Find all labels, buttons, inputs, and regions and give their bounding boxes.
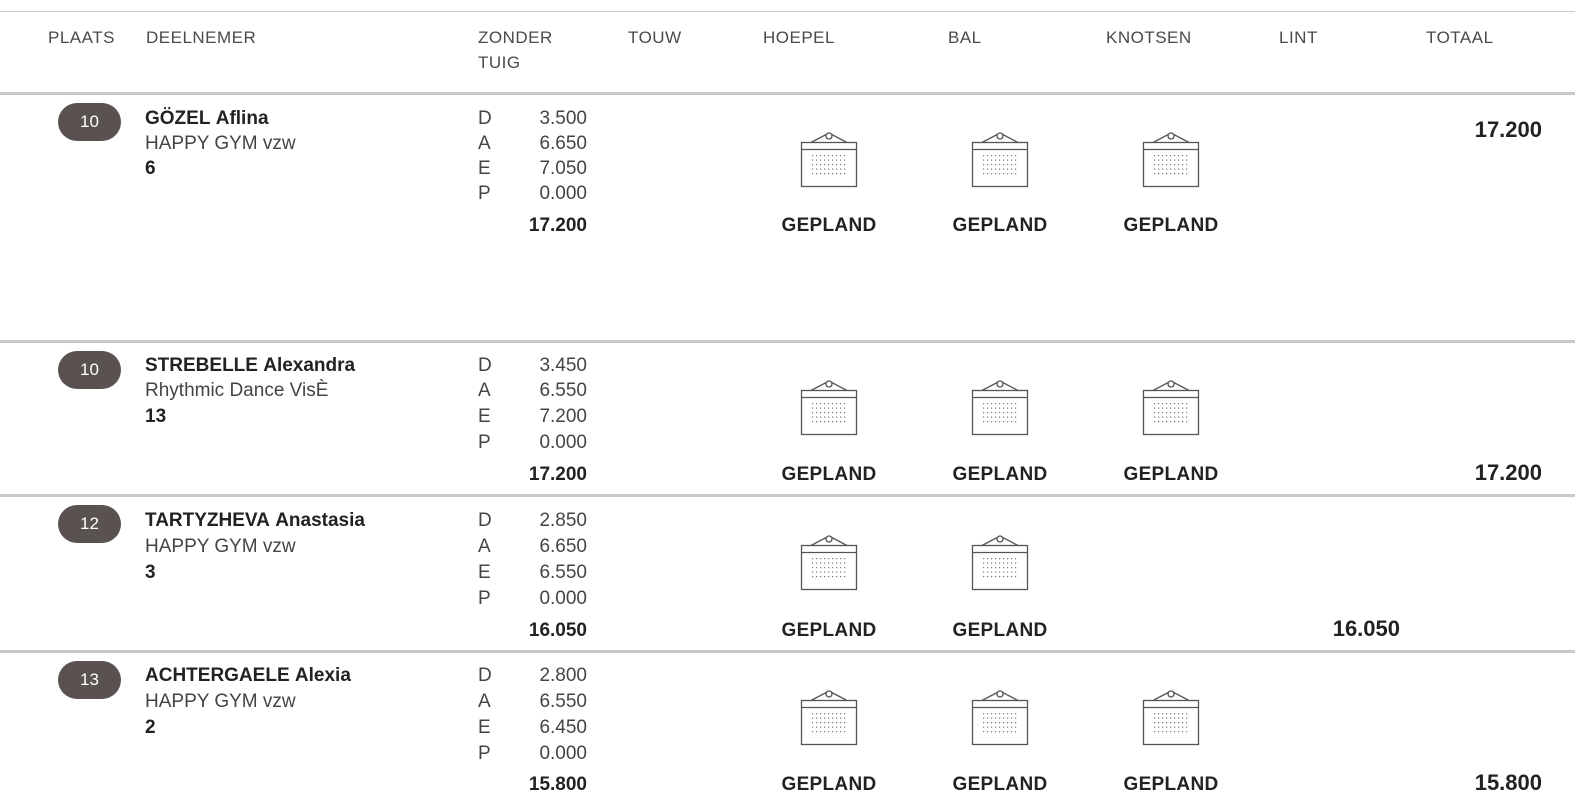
score-value: 0.000 bbox=[539, 743, 587, 764]
score-subtotal: 17.200 bbox=[528, 464, 587, 485]
score-subtotal: 16.050 bbox=[528, 620, 587, 641]
score-value: 3.500 bbox=[539, 108, 587, 129]
participant-first-name: Anastasia bbox=[275, 510, 365, 531]
status-gepland: GEPLAND bbox=[1123, 774, 1219, 795]
calendar-icon bbox=[800, 688, 858, 746]
calendar-icon bbox=[971, 688, 1029, 746]
status-gepland: GEPLAND bbox=[952, 620, 1048, 641]
score-label: P bbox=[478, 743, 491, 764]
participant-name[interactable] bbox=[145, 106, 269, 132]
col-header-zonder-tuig-line2: TUIG bbox=[478, 53, 521, 72]
participant-club: HAPPY GYM vzw bbox=[145, 133, 296, 154]
status-gepland: GEPLAND bbox=[1123, 215, 1219, 236]
col-header-hoepel[interactable]: HOEPEL bbox=[763, 28, 835, 47]
col-header-zonder-tuig[interactable] bbox=[478, 25, 553, 75]
status-gepland: GEPLAND bbox=[781, 464, 877, 485]
status-gepland: GEPLAND bbox=[1123, 464, 1219, 485]
participant-number: 13 bbox=[145, 406, 167, 427]
status-gepland: GEPLAND bbox=[781, 620, 877, 641]
row-divider bbox=[0, 650, 1575, 653]
total-score: 17.200 bbox=[1474, 117, 1542, 142]
score-subtotal: 15.800 bbox=[528, 774, 587, 795]
col-header-bal[interactable]: BAL bbox=[948, 28, 982, 47]
score-label: E bbox=[478, 158, 491, 179]
score-value: 6.650 bbox=[539, 133, 587, 154]
score-label: A bbox=[478, 380, 491, 401]
participant-name[interactable] bbox=[145, 508, 365, 534]
participant-number: 2 bbox=[145, 717, 156, 738]
score-label: A bbox=[478, 536, 491, 557]
participant-number: 3 bbox=[145, 562, 156, 583]
participant-first-name: Alexandra bbox=[263, 355, 356, 376]
score-value: 2.850 bbox=[539, 510, 587, 531]
status-gepland: GEPLAND bbox=[952, 215, 1048, 236]
calendar-icon bbox=[800, 130, 858, 188]
participant-name[interactable] bbox=[145, 663, 351, 689]
score-value: 6.550 bbox=[539, 380, 587, 401]
status-gepland: GEPLAND bbox=[781, 774, 877, 795]
place-badge: 13 bbox=[58, 661, 121, 699]
score-label: P bbox=[478, 588, 491, 609]
calendar-icon bbox=[800, 533, 858, 591]
header-divider bbox=[0, 92, 1575, 95]
participant-last-name: GÖZEL bbox=[145, 108, 211, 129]
score-label: E bbox=[478, 717, 491, 738]
calendar-icon bbox=[971, 533, 1029, 591]
status-gepland: GEPLAND bbox=[952, 774, 1048, 795]
total-score: 17.200 bbox=[1474, 460, 1542, 485]
participant-name[interactable] bbox=[145, 353, 355, 379]
col-header-knotsen[interactable]: KNOTSEN bbox=[1106, 28, 1192, 47]
participant-last-name: STREBELLE bbox=[145, 355, 258, 376]
calendar-icon bbox=[971, 130, 1029, 188]
calendar-icon bbox=[971, 378, 1029, 436]
status-gepland: GEPLAND bbox=[781, 215, 877, 236]
col-header-zonder-tuig-line1: ZONDER bbox=[478, 28, 553, 47]
participant-number: 6 bbox=[145, 158, 156, 179]
participant-last-name: ACHTERGAELE bbox=[145, 665, 290, 686]
row-divider bbox=[0, 494, 1575, 497]
participant-first-name: Aflina bbox=[215, 108, 269, 129]
score-value: 7.200 bbox=[539, 406, 587, 427]
calendar-icon bbox=[1142, 688, 1200, 746]
score-value: 0.000 bbox=[539, 432, 587, 453]
participant-club: HAPPY GYM vzw bbox=[145, 691, 296, 712]
score-value: 6.550 bbox=[539, 691, 587, 712]
col-header-plaats[interactable]: PLAATS bbox=[48, 28, 115, 47]
score-value: 0.000 bbox=[539, 183, 587, 204]
score-value: 6.650 bbox=[539, 536, 587, 557]
col-header-deelnemer[interactable]: DEELNEMER bbox=[146, 28, 257, 47]
participant-club: Rhythmic Dance VisÈ bbox=[145, 380, 329, 401]
score-label: D bbox=[478, 510, 492, 531]
calendar-icon bbox=[800, 378, 858, 436]
score-label: A bbox=[478, 133, 491, 154]
score-value: 7.050 bbox=[539, 158, 587, 179]
col-header-touw[interactable]: TOUW bbox=[628, 28, 682, 47]
score-value: 2.800 bbox=[539, 665, 587, 686]
score-value: 6.450 bbox=[539, 717, 587, 738]
row-divider bbox=[0, 340, 1575, 343]
score-value: 3.450 bbox=[539, 355, 587, 376]
col-header-lint[interactable]: LINT bbox=[1279, 28, 1318, 47]
place-badge: 10 bbox=[58, 351, 121, 389]
score-subtotal: 17.200 bbox=[528, 215, 587, 236]
place-badge: 12 bbox=[58, 505, 121, 543]
score-value: 0.000 bbox=[539, 588, 587, 609]
score-label: D bbox=[478, 108, 492, 129]
total-score: 15.800 bbox=[1474, 770, 1542, 795]
score-label: E bbox=[478, 406, 491, 427]
calendar-icon bbox=[1142, 378, 1200, 436]
participant-club: HAPPY GYM vzw bbox=[145, 536, 296, 557]
top-divider bbox=[0, 11, 1575, 12]
participant-first-name: Alexia bbox=[294, 665, 351, 686]
total-score: 16.050 bbox=[1332, 616, 1400, 641]
score-label: D bbox=[478, 665, 492, 686]
score-label: E bbox=[478, 562, 491, 583]
participant-last-name: TARTYZHEVA bbox=[145, 510, 270, 531]
score-label: P bbox=[478, 183, 491, 204]
status-gepland: GEPLAND bbox=[952, 464, 1048, 485]
calendar-icon bbox=[1142, 130, 1200, 188]
score-label: A bbox=[478, 691, 491, 712]
score-label: D bbox=[478, 355, 492, 376]
score-label: P bbox=[478, 432, 491, 453]
score-value: 6.550 bbox=[539, 562, 587, 583]
col-header-totaal[interactable]: TOTAAL bbox=[1426, 28, 1494, 47]
place-badge: 10 bbox=[58, 103, 121, 141]
